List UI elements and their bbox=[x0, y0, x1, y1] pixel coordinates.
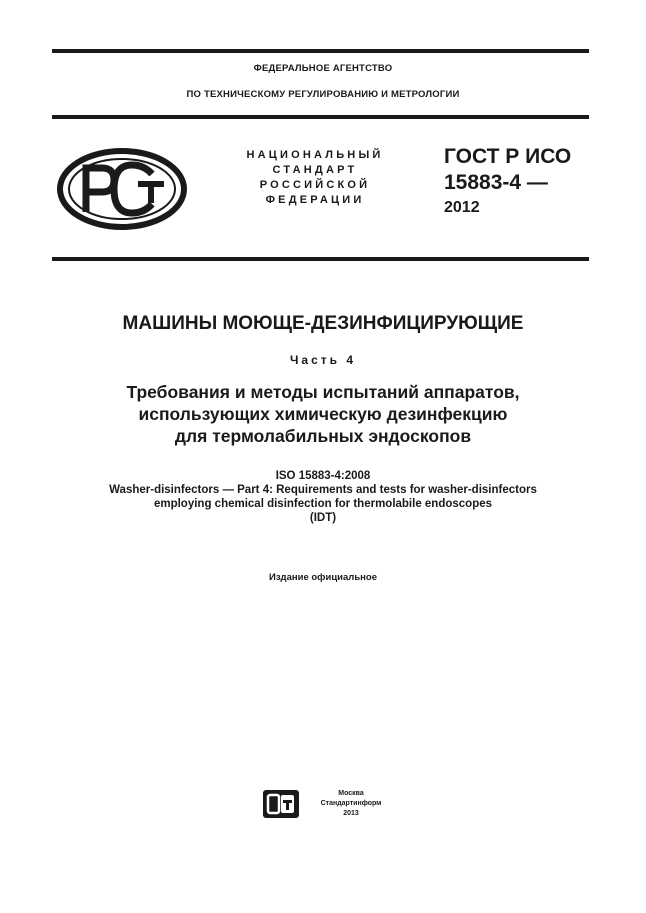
national-standard-label bbox=[222, 148, 408, 208]
publisher-name: Стандартинформ bbox=[320, 800, 382, 807]
document-title: МАШИНЫ МОЮЩЕ-ДЕЗИНФИЦИРУЮЩИЕ bbox=[122, 313, 524, 334]
standartinform-logo-icon bbox=[262, 789, 300, 819]
english-title-line-2: employing chemical disinfection for thermolabile endoscopes bbox=[153, 498, 493, 510]
international-reference bbox=[0, 469, 646, 525]
national-standard-line-4: ФЕДЕРАЦИИ bbox=[265, 194, 365, 206]
iso-code: ISO 15883-4:2008 bbox=[275, 470, 371, 482]
designation-line-3: 2012 bbox=[444, 199, 480, 216]
subtitle-line-3: для термолабильных эндоскопов bbox=[174, 426, 472, 446]
national-standard-line-2: СТАНДАРТ bbox=[272, 164, 358, 176]
subtitle-line-2: использующих химическую дезинфекцию bbox=[138, 404, 508, 424]
standard-designation bbox=[444, 144, 571, 220]
edition-label: Издание официальное bbox=[269, 572, 377, 583]
agency-line-1: ФЕДЕРАЛЬНОЕ АГЕНТСТВО bbox=[253, 63, 393, 74]
national-standard-line-1: НАЦИОНАЛЬНЫЙ bbox=[246, 149, 384, 161]
subtitle-line-1: Требования и методы испытаний аппаратов, bbox=[126, 382, 520, 402]
rst-certification-logo-icon bbox=[56, 148, 188, 230]
publisher-year: 2013 bbox=[343, 810, 359, 817]
publisher-city: Москва bbox=[338, 790, 364, 797]
designation-line-1: ГОСТ Р ИСО bbox=[444, 145, 572, 168]
designation-rule bbox=[52, 257, 589, 261]
header-rule bbox=[52, 115, 589, 119]
document-subtitle bbox=[0, 381, 646, 447]
agency-line-2: ПО ТЕХНИЧЕСКОМУ РЕГУЛИРОВАНИЮ И МЕТРОЛОГИИ bbox=[186, 89, 460, 100]
top-rule bbox=[52, 49, 589, 53]
document-part: Часть 4 bbox=[289, 353, 357, 367]
designation-line-2: 15883-4 — bbox=[444, 171, 548, 194]
national-standard-line-3: РОССИЙСКОЙ bbox=[259, 179, 371, 191]
publisher-imprint bbox=[306, 789, 396, 819]
english-title-line-1: Washer-disinfectors — Part 4: Requirements and tests for washer-disinfectors bbox=[109, 484, 537, 496]
identity-marker: (IDT) bbox=[309, 512, 337, 524]
